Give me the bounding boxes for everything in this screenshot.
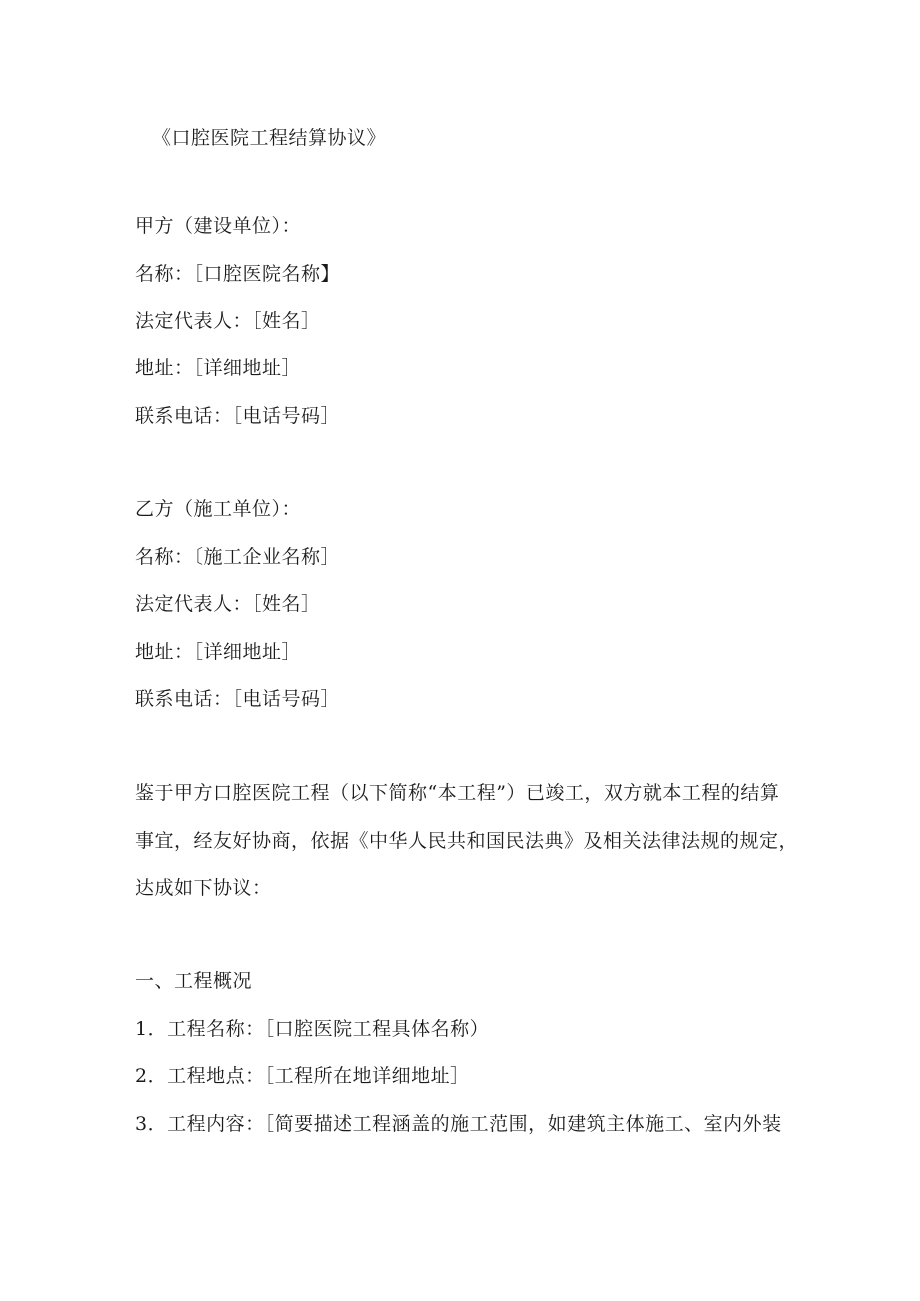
party-b-address: 地址：［详细地址］: [135, 641, 302, 663]
party-a-legal-rep: 法定代表人：［姓名］: [135, 310, 321, 332]
section-1-item-2: 2．工程地点：［工程所在地详细地址］: [135, 1065, 470, 1087]
section-1-item-1: 1．工程名称：［口腔医院工程具体名称）: [135, 1018, 490, 1040]
section-1-item-3: 3．工程内容：［简要描述工程涵盖的施工范围，如建筑主体施工、室内外装: [135, 1113, 782, 1135]
section-1-heading: 一、工程概况: [135, 970, 253, 992]
document-title: 《口腔医院工程结算协议》: [152, 127, 387, 149]
party-b-legal-rep: 法定代表人：［姓名］: [135, 593, 321, 615]
preamble-line-2: 事宜，经友好协商，依据《中华人民共和国民法典》及相关法律法规的规定，: [135, 830, 799, 852]
party-a-phone: 联系电话：［电话号码］: [135, 405, 341, 427]
party-a-address: 地址：［详细地址］: [135, 357, 302, 379]
party-b-phone: 联系电话：［电话号码］: [135, 688, 341, 710]
party-a-name: 名称：［口腔医院名称】: [135, 263, 341, 285]
party-a-heading: 甲方（建设单位）：: [135, 215, 302, 237]
preamble-line-3: 达成如下协议：: [135, 877, 272, 899]
preamble-line-1: 鉴于甲方口腔医院工程（以下简称“本工程”）已竣工，双方就本工程的结算: [135, 782, 780, 804]
party-b-heading: 乙方（施工单位）：: [135, 498, 302, 520]
party-b-name: 名称：〔施工企业名称］: [135, 546, 341, 568]
